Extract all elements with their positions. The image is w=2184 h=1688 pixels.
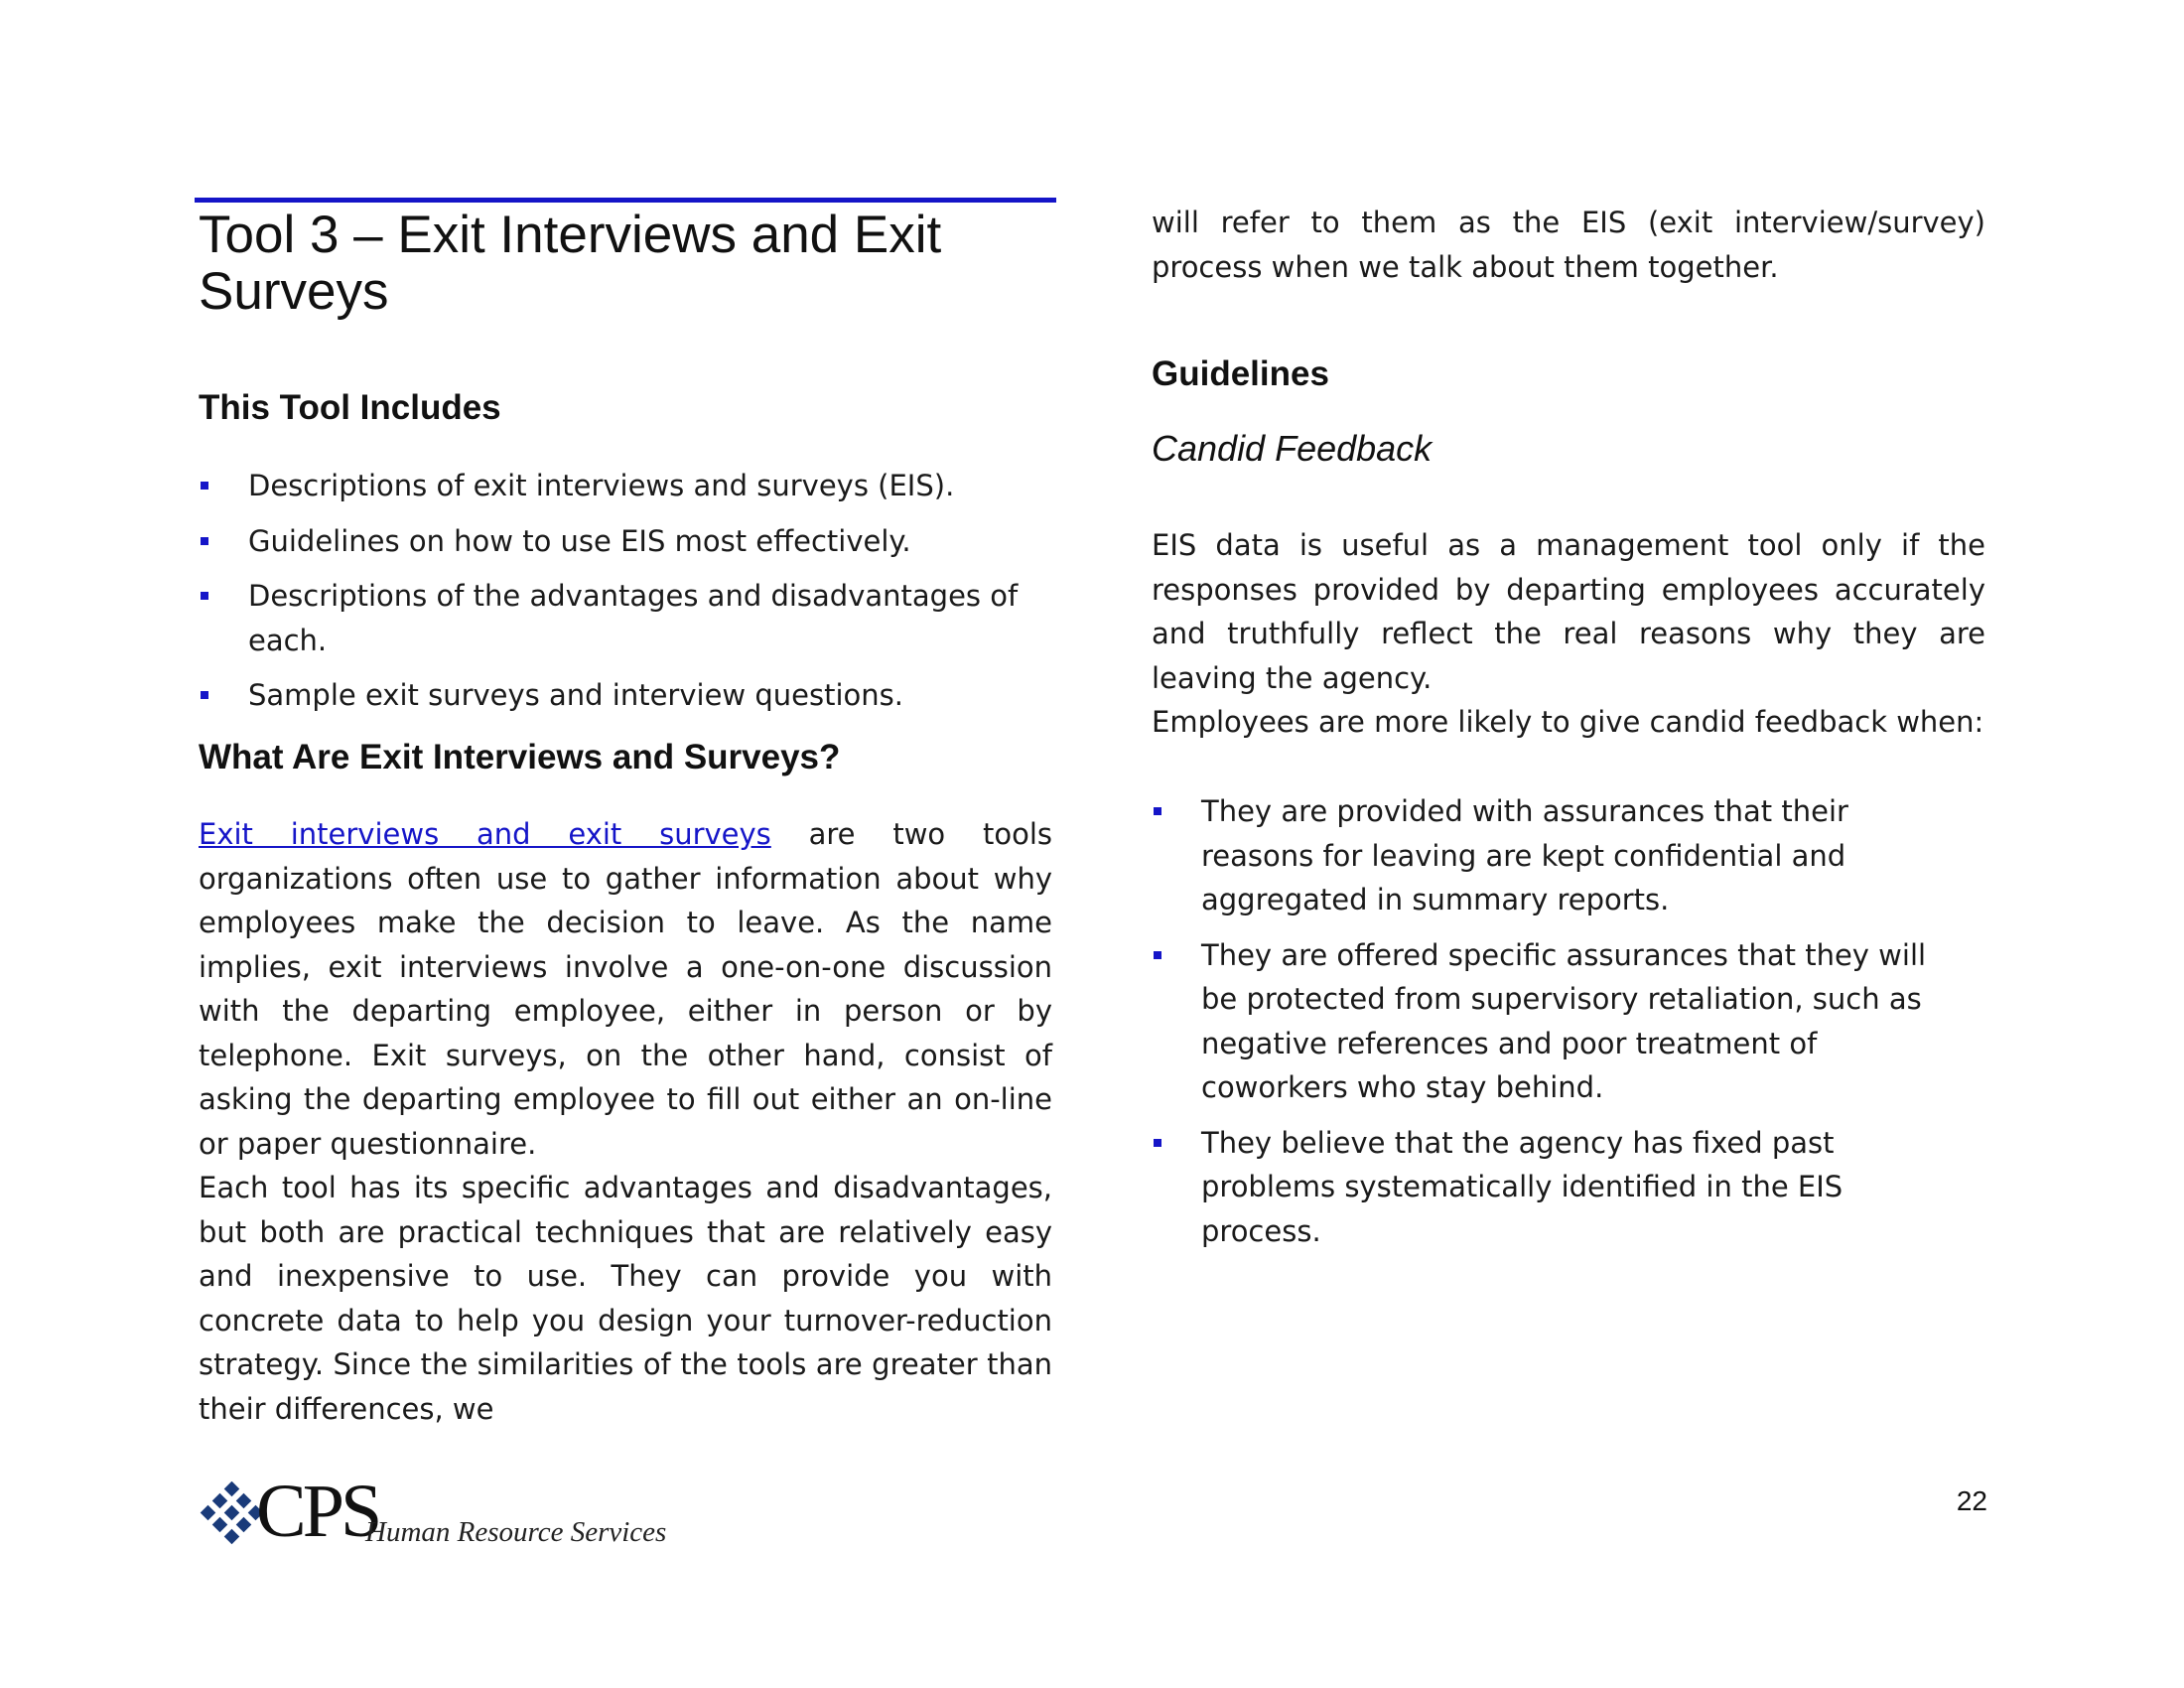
exit-interviews-link[interactable]: Exit interviews and exit surveys — [199, 817, 771, 851]
bullet-icon — [201, 482, 208, 490]
bullet-icon — [201, 691, 208, 699]
list-item: Descriptions of the advantages and disadvantages of each. — [199, 574, 1072, 662]
bullet-icon — [1154, 1139, 1161, 1147]
intro-paragraph: Exit interviews and exit surveys are two tools organizations often use to gather information about why employees make the decision to leave. As the name implies, exit interviews involve a one-on-one discussion with the departing employee, either in person or by telephone. Exit surveys, on the other hand, consist of asking the departing employee to fill out either an on-line or paper questionnaire. — [199, 817, 1052, 1161]
bullet-icon — [1154, 951, 1161, 959]
logo-tagline: Human Resource Services — [365, 1516, 667, 1548]
list-item: They are provided with assurances that their reasons for leaving are kept confidential and aggregated in summary reports. — [1152, 789, 1985, 922]
list-item: Guidelines on how to use EIS most effectively. — [199, 519, 1072, 564]
page-number: 22 — [1956, 1485, 1987, 1516]
list-item: They believe that the agency has fixed past problems systematically identified in the EIS process. — [1152, 1121, 1985, 1254]
title-rule — [195, 198, 1056, 203]
list-item: They are offered specific assurances that they will be protected from supervisory retaliation, such as negative references and poor treatment of coworkers who stay behind. — [1152, 933, 1985, 1110]
list-item: Sample exit surveys and interview questions. — [199, 673, 1072, 718]
page-title: Tool 3 – Exit Interviews and Exit Surveys — [199, 206, 942, 321]
bullet-icon — [1154, 807, 1161, 815]
guidelines-heading: Guidelines — [1152, 354, 1329, 393]
logo-wordmark: CPS — [256, 1470, 379, 1553]
eis-data-paragraph: EIS data is useful as a management tool only if the responses provided by departing employees accurately and truthfully reflect the real reasons why they are leaving the agency. — [1152, 528, 1985, 695]
bullet-icon — [201, 592, 208, 600]
list-item: Descriptions of exit interviews and surveys (EIS). — [199, 464, 1072, 508]
what-heading: What Are Exit Interviews and Surveys? — [199, 738, 841, 776]
bullet-icon — [201, 537, 208, 545]
tools-paragraph: Each tool has its specific advantages and disadvantages, but both are practical techniques that are relatively easy and inexpensive to use. They can provide you with concrete data to help you design your turnover-reduction strategy. Since the similarities of the tools are greater than their differences, we — [199, 1171, 1052, 1426]
cps-logo — [197, 1470, 667, 1553]
candid-intro-paragraph: Employees are more likely to give candid feedback when: — [1152, 705, 1984, 739]
includes-heading: This Tool Includes — [199, 388, 501, 427]
conditions-list — [1152, 789, 1985, 1253]
continuation-paragraph: will refer to them as the EIS (exit interview/survey) process when we talk about them together. — [1152, 206, 1985, 284]
candid-feedback-subheading: Candid Feedback — [1152, 428, 1433, 469]
includes-list — [199, 464, 1072, 718]
